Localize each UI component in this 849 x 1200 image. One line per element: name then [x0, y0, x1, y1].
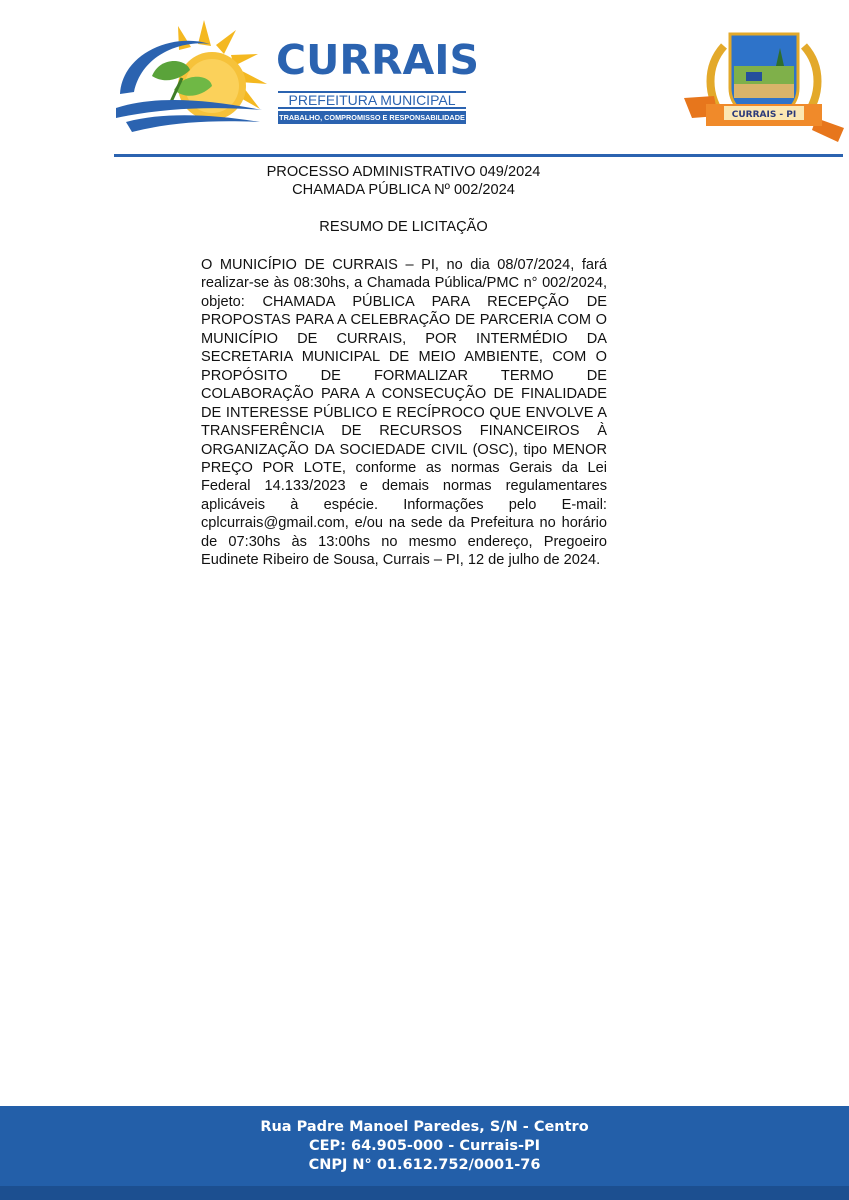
public-call-number: CHAMADA PÚBLICA Nº 002/2024: [292, 182, 515, 198]
sun-leaf-emblem-icon: [112, 14, 277, 134]
footer-cnpj: CNPJ N° 01.612.752/0001-76: [308, 1157, 541, 1173]
brand-subtitle: PREFEITURA MUNICIPAL: [278, 91, 466, 109]
coat-of-arms-icon: [684, 26, 844, 144]
footer-address: Rua Padre Manoel Paredes, S/N - Centro: [260, 1119, 589, 1135]
header-divider: [114, 154, 843, 157]
footer-cep: CEP: 64.905-000 - Currais-PI: [308, 1138, 541, 1154]
footer: [0, 1106, 849, 1200]
summary-title: RESUMO DE LICITAÇÃO: [319, 219, 488, 235]
footer-strip: [0, 1186, 849, 1200]
brand-tagline: TRABALHO, COMPROMISSO E RESPONSABILIDADE: [279, 113, 465, 122]
notice-body: O MUNICÍPIO DE CURRAIS – PI, no dia 08/07/2024, fará realizar-se às 08:30hs, a Chamada Pública/PMC n° 002/2024, objeto: CHAMADA PÚBLICA PARA RECEPÇÃO DE PROPOSTAS PARA A CELEBRAÇÃO DE PARCERIA COM O MUNICÍPIO DE CURRAIS, POR INTERMÉDIO DA SECRETARIA MUNICIPAL DE MEIO AMBIENTE, COM O PROPÓSITO DE FORMALIZAR TERMO DE COLABORAÇÃO PARA A CONSECUÇÃO DE FINALIDADE DE INTERESSE PÚBLICO E RECÍPROCO QUE ENVOLVE A TRANSFERÊNCIA DE RECURSOS FINANCEIROS À ORGANIZAÇÃO DA SOCIEDADE CIVIL (OSC), tipo MENOR PREÇO POR LOTE, conforme as normas Gerais da Lei Federal 14.133/2023 e demais normas regulamentares aplicáveis à espécie. Informações pelo E-mail: cplcurrais@gmail.com, e/ou na sede da Prefeitura no horário de 07:30hs às 13:00hs no mesmo endereço, Pregoeiro Eudinete Ribeiro de Sousa, Currais – PI, 12 de julho de 2024.: [201, 257, 607, 569]
coat-of-arms-label: CURRAIS - PI: [731, 110, 797, 120]
brand-name: CURRAIS: [276, 36, 480, 84]
process-number: PROCESSO ADMINISTRATIVO 049/2024: [266, 164, 541, 180]
